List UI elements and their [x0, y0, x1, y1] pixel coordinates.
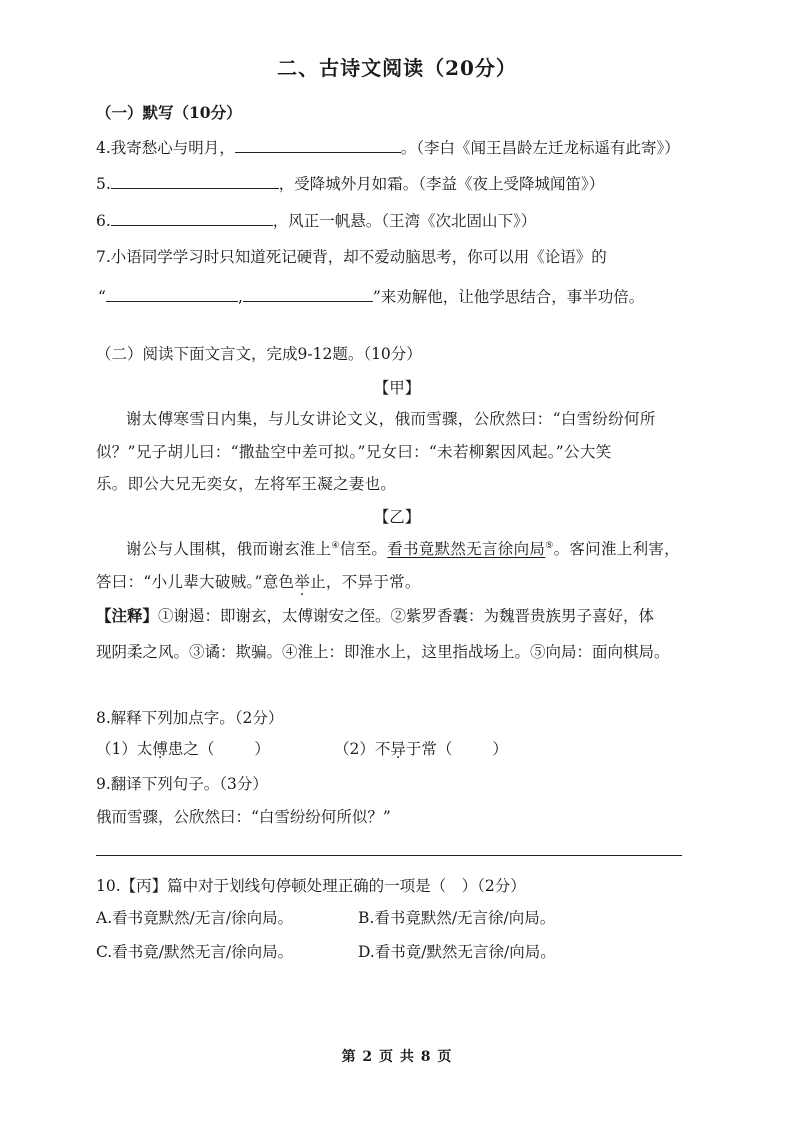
q7-suffix: ”来劝解他，让他学思结合，事半功倍。	[372, 288, 645, 306]
q8-item1-prefix: （1）太	[96, 740, 153, 758]
notes-line-1	[96, 604, 654, 628]
q9-answer-line[interactable]	[96, 855, 682, 856]
passage-jia-line-3: 乐。即公大兄无奕女，左将军王凝之妻也。	[96, 475, 397, 493]
notes-label: 【注释】	[96, 606, 159, 625]
q4-suffix: 。（李白《闻王昌龄左迁龙标遥有此寄》）	[400, 139, 680, 157]
yi-text-3: 。客问淮上利害，	[553, 540, 680, 558]
passage-jia-line-2: 似？”兄子胡儿曰：“撒盐空中差可拟。”兄女曰：“未若柳絮因风起。”公大笑	[96, 443, 612, 461]
passage-jia-line-1: 谢太傅寒雪日内集，与儿女讲论文义，俄而雪骤，公欣然曰：“白雪纷纷何所	[126, 410, 656, 428]
option-b[interactable]: B.看书竟默然/无言徐/向局。	[358, 909, 556, 927]
notes-line-2: 现阴柔之风。③谲：欺骗。④淮上：即淮水上，这里指战场上。⑤向局：面向棋局。	[96, 643, 670, 661]
passage-jia-label: 【甲】	[373, 379, 421, 397]
q8-item2-mid: 于常（	[405, 740, 453, 758]
question-9-sentence: 俄而雪骤，公欣然曰：“白雪纷纷何所似？”	[96, 808, 391, 826]
q8-item2-prefix: （2）不	[334, 740, 391, 758]
page-footer: 第 2 页 共 8 页	[341, 1049, 453, 1065]
note-ref-5: ⑤	[545, 540, 554, 551]
q5-suffix: ，受降城外月如霜。（李益《夜上受降城闻笛》）	[278, 175, 605, 193]
question-8-heading: 8.解释下列加点字。（2分）	[96, 709, 284, 727]
q7-answer-blank-1[interactable]	[106, 283, 238, 302]
q5-prefix: 5.	[96, 175, 111, 193]
passage-yi-label: 【乙】	[373, 508, 421, 526]
yi-text-5: 止，不异于常。	[310, 573, 421, 591]
question-8-item-2	[334, 737, 508, 761]
question-8-item-1	[96, 737, 270, 761]
notes-text-1: ①谢遏：即谢玄，太傅谢安之侄。②紫罗香囊：为魏晋贵族男子喜好，体	[158, 607, 655, 625]
passage-yi-line-1	[126, 537, 680, 559]
yi-text-2: 信至。	[339, 540, 388, 558]
q4-answer-blank[interactable]	[235, 134, 401, 153]
q7-answer-blank-2[interactable]	[243, 283, 373, 302]
option-c[interactable]: C.看书竟/默然无言/徐向局。	[96, 943, 294, 961]
question-4	[96, 134, 680, 160]
question-7-line2	[98, 283, 644, 309]
q4-prefix: 4.我寄愁心与明月，	[96, 139, 235, 157]
dotted-char-ju: 举	[294, 573, 311, 591]
note-ref-4: ④	[331, 540, 340, 551]
option-a[interactable]: A.看书竟默然/无言/徐向局。	[96, 909, 294, 927]
part2-heading: （二）阅读下面文言文，完成9-12题。（10分）	[96, 345, 422, 363]
question-7-line1: 7.小语同学学习时只知道死记硬背，却不爱动脑思考，你可以用《论语》的	[96, 248, 607, 266]
q5-answer-blank[interactable]	[111, 170, 279, 189]
underlined-sentence: 看书竟默然无言徐向局	[387, 540, 546, 558]
q8-item1-close: ）	[254, 740, 270, 758]
passage-yi-line-2	[96, 570, 421, 592]
q6-suffix: ，风正一帆悬。（王湾《次北固山下》）	[272, 212, 537, 230]
yi-text-1: 谢公与人围棋，俄而谢玄淮上	[126, 540, 332, 558]
question-9-heading: 9.翻译下列句子。（3分）	[96, 775, 268, 793]
q7-comma: ,	[237, 288, 243, 306]
q8-item2-close: ）	[492, 740, 508, 758]
option-d[interactable]: D.看书竟/默然无言徐/向局。	[358, 943, 556, 961]
q6-answer-blank[interactable]	[111, 207, 273, 226]
dotted-char-yi: 异	[390, 740, 406, 758]
q6-prefix: 6.	[96, 212, 111, 230]
q8-item1-mid: 患之（	[167, 740, 215, 758]
yi-text-4: 答曰：“小儿辈大破贼。”意色	[96, 573, 295, 591]
part1-heading: （一）默写（10分）	[96, 103, 242, 122]
question-10-heading: 10.【丙】篇中对于划线句停顿处理正确的一项是（ ）（2分）	[96, 877, 526, 895]
q7-open-quote: “	[98, 288, 106, 306]
section-title: 二、古诗文阅读（20分）	[277, 56, 517, 80]
question-6	[96, 207, 536, 233]
dotted-char-fu: 傅	[152, 740, 168, 758]
question-5	[96, 170, 604, 196]
